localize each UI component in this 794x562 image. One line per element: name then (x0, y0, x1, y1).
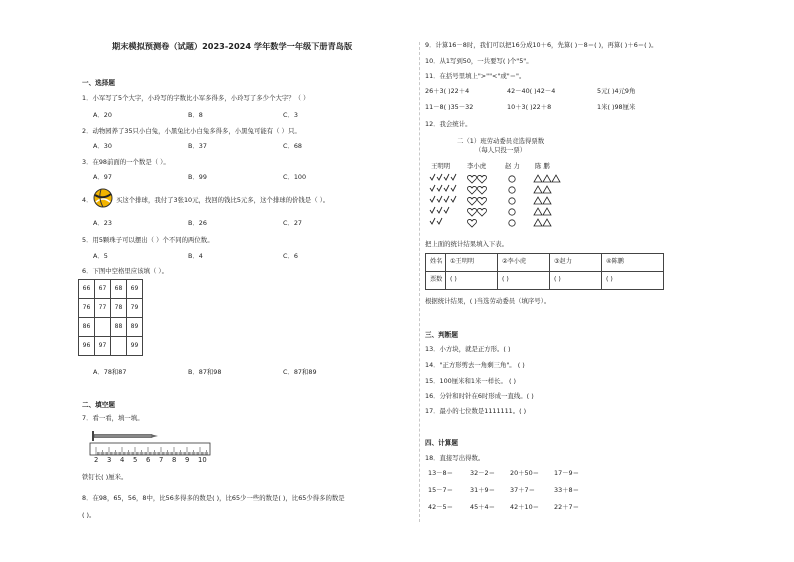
q4-option-a: A．23 (93, 219, 112, 227)
calc-item: 32－2＝ (470, 469, 495, 477)
q2-option-b: B．37 (188, 142, 207, 150)
question-6: 6．下图中空格里应该填（ ）。 (82, 267, 168, 275)
candidate-zhao: 赵 力 (505, 162, 520, 170)
grid-row (79, 318, 143, 337)
question-12: 12．我会统计。 (425, 120, 472, 128)
grid-cell: 67 (95, 280, 111, 299)
grid-cell: 79 (127, 299, 143, 318)
calc-item: 20＋50＝ (510, 469, 540, 477)
table-row (426, 254, 664, 272)
ruler-label: 4 (120, 456, 125, 464)
question-2: 2．动物园养了35只小白兔，小黑兔比小白兔多得多，小黑兔可能有（ ）只。 (82, 127, 301, 135)
ruler-label: 2 (94, 456, 99, 464)
check-mark-icon (430, 174, 456, 224)
q3-option-b: B．99 (188, 173, 207, 181)
vote-chart-subtitle: （每人只投一票） (475, 146, 527, 154)
calc-item: 15－7＝ (428, 486, 453, 494)
q1-option-a: A．20 (93, 111, 112, 119)
section-calc-heading: 四、计算题 (425, 439, 458, 447)
grid-cell: 86 (79, 318, 95, 337)
section-choice-heading: 一、选择题 (82, 79, 115, 87)
ruler-label: 10 (198, 456, 207, 464)
question-12-result: 根据统计结果，( )当选劳动委员（填序号）。 (425, 297, 551, 305)
q11-row2-b: 10＋3( )22＋8 (507, 103, 552, 111)
grid-cell: 88 (111, 318, 127, 337)
q5-option-a: A．5 (93, 252, 108, 260)
grid-cell: 96 (79, 337, 95, 356)
grid-cell: 66 (79, 280, 95, 299)
q11-row2-c: 1米( )98厘米 (597, 103, 636, 111)
vote-symbols (428, 172, 568, 232)
grid-row (79, 280, 143, 299)
q4-option-c: C．27 (283, 219, 302, 227)
ruler-label: 6 (146, 456, 151, 464)
table-cell-votes-label: 票数 (426, 272, 446, 290)
question-5: 5．用5颗珠子可以摆出（ ）个不同的两位数。 (82, 236, 214, 244)
q11-row2-a: 11－8( )35－32 (425, 103, 474, 111)
ruler-labels (88, 457, 214, 467)
question-4: 买这个排球，我付了3张10元，找回的钱比5元多，这个排球的价钱是（ ）。 (116, 196, 330, 204)
q1-option-b: B．8 (188, 111, 203, 119)
ruler-label: 5 (133, 456, 138, 464)
table-header-name: 姓名 (426, 254, 446, 272)
triangle-icon (534, 175, 560, 226)
grid-row (79, 337, 143, 356)
question-4-number: 4． (82, 196, 93, 204)
fill-table-intro: 把上面的统计结果填入下表。 (425, 240, 509, 248)
question-11: 11．在括号里填上">""<"或"＝"。 (425, 72, 526, 80)
volleyball-icon (92, 188, 114, 208)
q2-option-a: A．30 (93, 142, 112, 150)
table-header-wang: ①王明明 (446, 254, 498, 272)
calc-item: 22＋7＝ (554, 503, 579, 511)
calc-item: 37＋7＝ (510, 486, 535, 494)
q5-option-c: C．6 (283, 252, 298, 260)
q3-option-c: C．100 (283, 173, 307, 181)
section-judge-heading: 三、判断题 (425, 331, 458, 339)
question-3: 3．在98前面的一个数是（ ）。 (82, 158, 170, 166)
table-cell-answer: ( ) (602, 272, 664, 290)
section-fill-heading: 二、填空题 (82, 401, 115, 409)
column-divider (419, 42, 420, 522)
q11-row1-b: 42－40( )42－4 (507, 87, 556, 95)
q3-option-a: A．97 (93, 173, 112, 181)
question-18: 18．直接写出得数。 (425, 454, 485, 462)
number-grid (78, 279, 143, 356)
circle-icon (509, 176, 515, 226)
grid-cell: 97 (95, 337, 111, 356)
table-header-chen: ④陈鹏 (602, 254, 664, 272)
q11-row1-c: 5元( )4元9角 (597, 87, 636, 95)
ruler-label: 8 (172, 456, 177, 464)
grid-cell: 99 (127, 337, 143, 356)
table-row (426, 272, 664, 290)
q7-answer-line: 铁钉长( )厘米。 (82, 473, 128, 481)
grid-cell-blank (95, 318, 111, 337)
question-8-cont: ( )。 (82, 511, 96, 519)
grid-cell: 89 (127, 318, 143, 337)
question-17: 17．最小的七位数是1111111。( ) (425, 407, 527, 415)
grid-cell: 76 (79, 299, 95, 318)
q11-row1-a: 26＋3( )22＋4 (425, 87, 470, 95)
question-13: 13．小方块，就是正方形。( ) (425, 345, 511, 353)
question-9: 9．计算16－8时，我们可以把16分成10＋6，先算( )－8＝( )，再算( )＋6＝( )。 (425, 41, 658, 49)
candidate-li: 李小虎 (467, 162, 487, 170)
vote-table (425, 253, 664, 290)
calc-item: 45＋4＝ (470, 503, 495, 511)
question-15: 15．100厘米和1米一样长。 ( ) (425, 377, 516, 385)
candidate-chen: 陈 鹏 (535, 162, 550, 170)
grid-cell-blank (111, 337, 127, 356)
candidate-wang: 王明明 (431, 162, 451, 170)
q5-option-b: B．4 (188, 252, 203, 260)
nail-icon (92, 431, 158, 441)
question-8: 8．在98，65，56，8中，比56多得多的数是( )，比65少一些的数是( )，比65少得多的数是 (82, 494, 345, 502)
table-cell-answer: ( ) (498, 272, 550, 290)
table-header-li: ②李小虎 (498, 254, 550, 272)
grid-cell: 68 (111, 280, 127, 299)
question-1: 1．小军写了5个大字，小玲写的字数比小军多得多，小玲写了多少个大字？（ ） (82, 94, 310, 102)
question-10: 10．从1写到50，一共要写( )个"5"。 (425, 57, 533, 65)
q6-option-b: B．87和98 (188, 368, 222, 376)
grid-cell: 69 (127, 280, 143, 299)
calc-item: 42－5＝ (428, 503, 453, 511)
q1-option-c: C．3 (283, 111, 298, 119)
heart-icon (467, 176, 486, 227)
question-16: 16．分针和时针在6时形成一直线。( ) (425, 392, 534, 400)
calc-item: 42＋10＝ (510, 503, 540, 511)
question-14: 14．"正方形剪去一角剩三角"。 ( ) (425, 361, 525, 369)
calc-item: 17－9＝ (554, 469, 579, 477)
table-header-zhao: ③赵力 (550, 254, 602, 272)
vote-chart-title: 二（1）班劳动委员竞选得票数 (457, 137, 545, 145)
q4-option-b: B．26 (188, 219, 207, 227)
ruler-label: 9 (185, 456, 190, 464)
question-7: 7．看一看，填一填。 (82, 414, 144, 422)
grid-cell: 78 (111, 299, 127, 318)
ruler-label: 7 (159, 456, 164, 464)
table-cell-answer: ( ) (550, 272, 602, 290)
q6-option-c: C．87和89 (283, 368, 317, 376)
calc-item: 31＋9＝ (470, 486, 495, 494)
page-title: 期末模拟预测卷（试题）2023-2024 学年数学一年级下册青岛版 (112, 41, 353, 51)
q2-option-c: C．68 (283, 142, 302, 150)
calc-item: 13－8＝ (428, 469, 453, 477)
calc-item: 33＋8＝ (554, 486, 579, 494)
ruler-label: 3 (107, 456, 112, 464)
table-cell-answer: ( ) (446, 272, 498, 290)
grid-cell: 77 (95, 299, 111, 318)
q6-option-a: A．78和87 (93, 368, 127, 376)
grid-row (79, 299, 143, 318)
